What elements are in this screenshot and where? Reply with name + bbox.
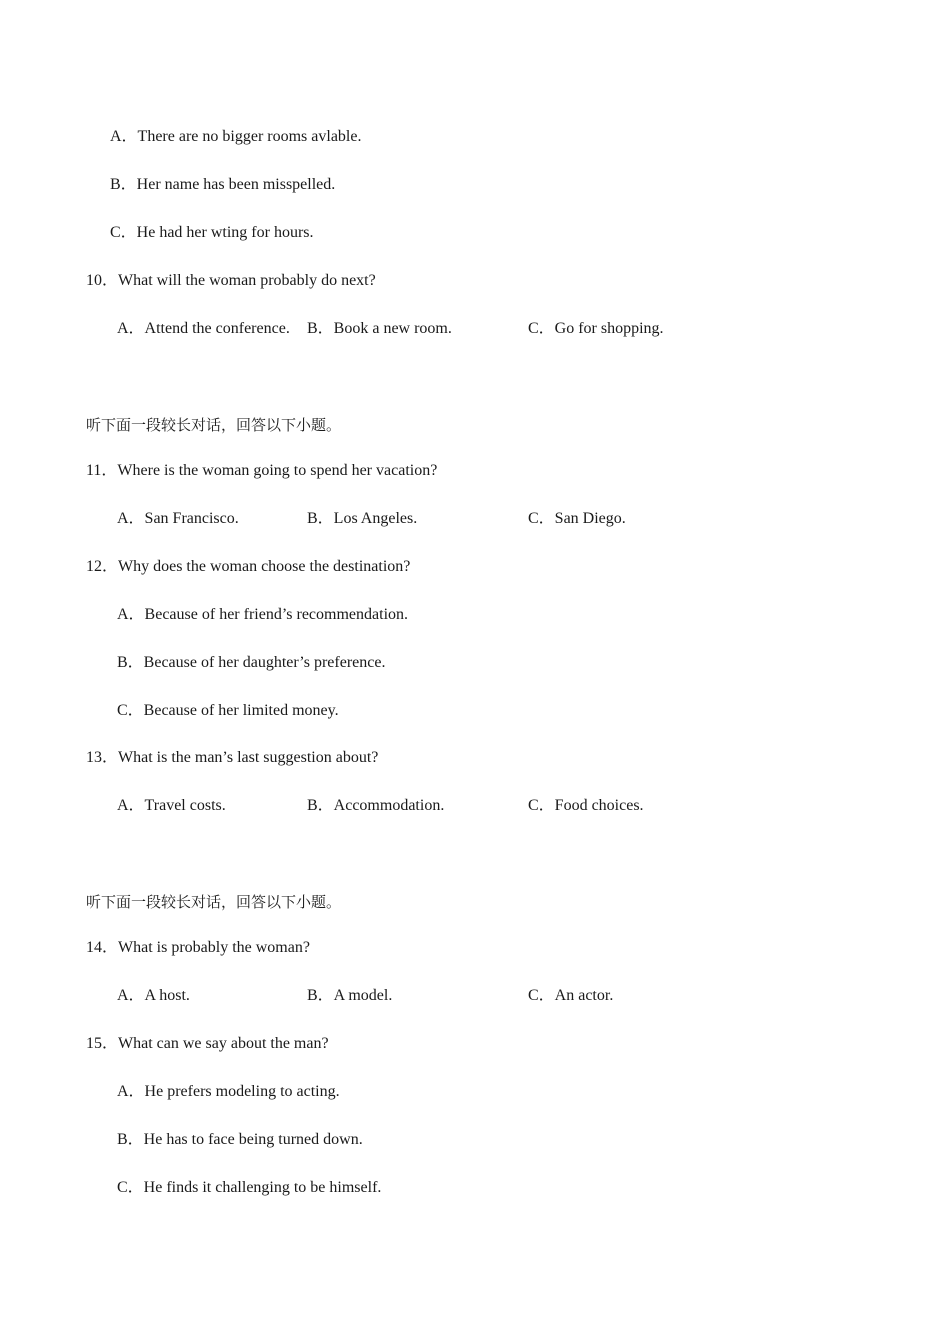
q13-option-c: C．Food choices. xyxy=(528,797,644,814)
q14-option-c: C．An actor. xyxy=(528,987,614,1004)
q12-option-c: C．Because of her limited money. xyxy=(117,702,339,719)
question-11: 11．Where is the woman going to spend her vacation? xyxy=(86,462,438,479)
q13-option-a: A．Travel costs. xyxy=(117,797,226,814)
q13-option-b: B．Accommodation. xyxy=(307,797,445,814)
q10-option-c: C．Go for shopping. xyxy=(528,320,664,337)
question-14: 14．What is probably the woman? xyxy=(86,939,310,956)
question-10: 10．What will the woman probably do next? xyxy=(86,272,376,289)
q10-option-b: B．Book a new room. xyxy=(307,320,452,337)
q11-option-c: C．San Diego. xyxy=(528,510,626,527)
q10-option-a: A．Attend the conference. xyxy=(117,320,290,337)
option-b: B．Her name has been misspelled. xyxy=(110,176,336,193)
q12-option-b: B．Because of her daughter’s preference. xyxy=(117,654,386,671)
question-13: 13．What is the man’s last suggestion about? xyxy=(86,749,379,766)
q15-option-b: B．He has to face being turned down. xyxy=(117,1131,363,1148)
option-c: C．He had her wting for hours. xyxy=(110,224,314,241)
question-12: 12．Why does the woman choose the destination? xyxy=(86,558,411,575)
q14-option-a: A．A host. xyxy=(117,987,190,1004)
q12-option-a: A．Because of her friend’s recommendation. xyxy=(117,606,409,623)
q11-option-b: B．Los Angeles. xyxy=(307,510,418,527)
question-15: 15．What can we say about the man? xyxy=(86,1035,329,1052)
q11-option-a: A．San Francisco. xyxy=(117,510,239,527)
option-a: A．There are no bigger rooms avlable. xyxy=(110,128,362,145)
q15-option-a: A．He prefers modeling to acting. xyxy=(117,1083,340,1100)
q15-option-c: C．He finds it challenging to be himself. xyxy=(117,1179,382,1196)
section-instruction: 听下面一段较长对话，回答以下小题。 xyxy=(86,416,342,434)
q14-option-b: B．A model. xyxy=(307,987,393,1004)
section-instruction: 听下面一段较长对话，回答以下小题。 xyxy=(86,893,342,911)
